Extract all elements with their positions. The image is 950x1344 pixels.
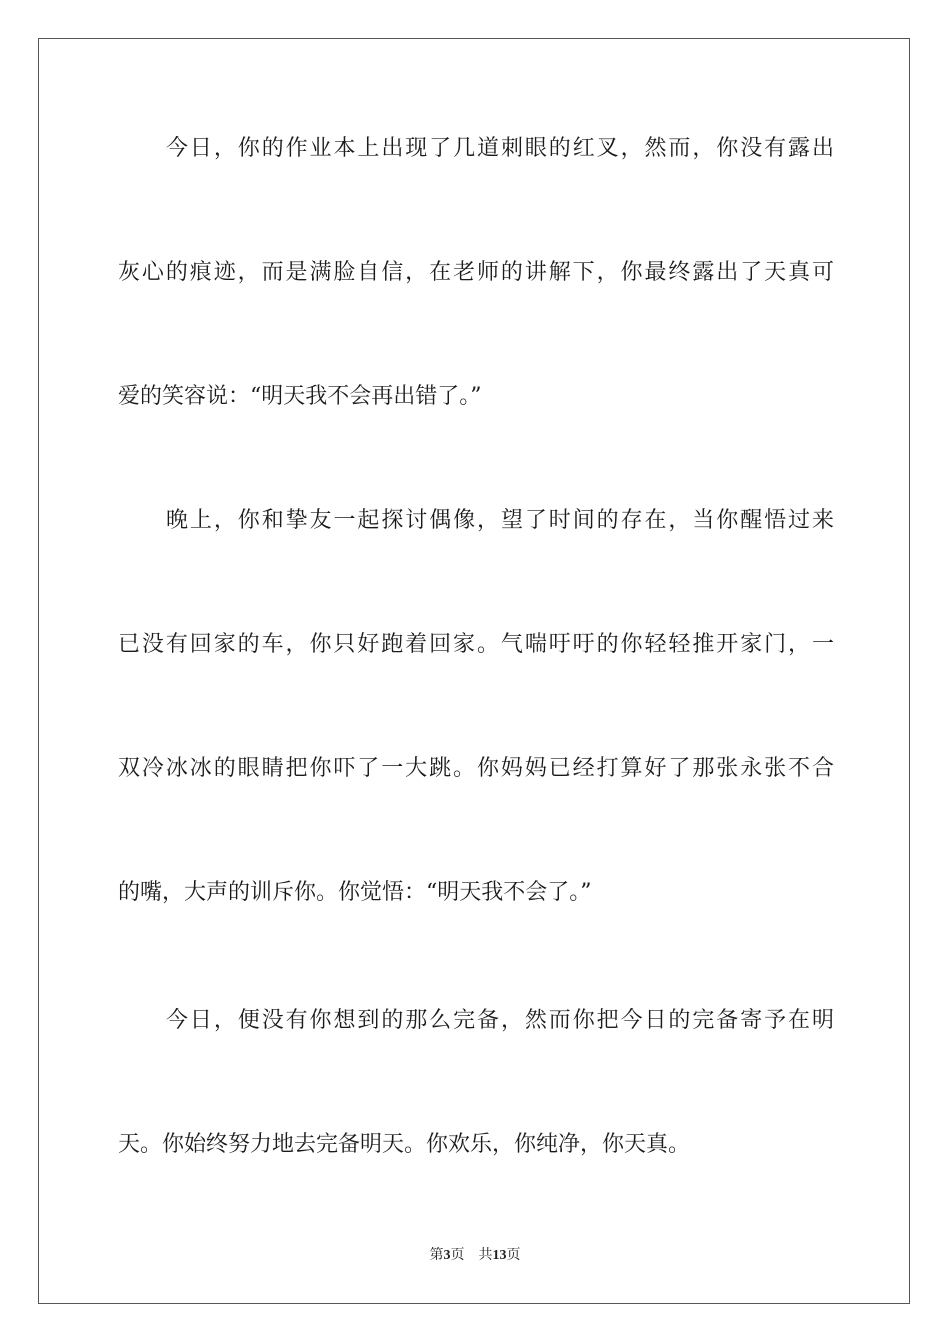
paragraph-1-line-3: 爱的笑容说：“明天我不会再出错了。” xyxy=(118,384,482,409)
paragraph-1-line-1: 今日，你的作业本上出现了几道刺眼的红叉，然而，你没有露出 xyxy=(166,136,834,161)
paragraph-2-line-4: 的嘴，大声的训斥你。你觉悟：“明天我不会了。” xyxy=(118,880,592,905)
paragraph-2-line-3: 双冷冰冰的眼睛把你吓了一大跳。你妈妈已经打算好了那张永张不合 xyxy=(118,756,834,781)
paragraph-2-line-2: 已没有回家的车，你只好跑着回家。气喘吁吁的你轻轻推开家门，一 xyxy=(118,632,834,657)
paragraph-1-line-2: 灰心的痕迹，而是满脸自信，在老师的讲解下，你最终露出了天真可 xyxy=(118,260,834,285)
footer-page-total: 13 xyxy=(492,1248,507,1263)
page-border xyxy=(38,38,910,1304)
paragraph-3-line-1: 今日，便没有你想到的那么完备，然而你把今日的完备寄予在明 xyxy=(166,1008,834,1033)
footer-page-suffix: 页 xyxy=(450,1248,465,1263)
page-footer xyxy=(0,1246,950,1266)
footer-page-prefix: 第 xyxy=(429,1248,444,1263)
footer-total-suffix: 页 xyxy=(506,1248,521,1263)
footer-total-prefix: 共 xyxy=(478,1248,493,1263)
paragraph-2-line-1: 晚上，你和挚友一起探讨偶像，望了时间的存在，当你醒悟过来 xyxy=(166,508,834,533)
paragraph-3-line-2: 天。你始终努力地去完备明天。你欢乐，你纯净，你天真。 xyxy=(118,1132,691,1157)
footer-page-current: 3 xyxy=(443,1248,451,1263)
